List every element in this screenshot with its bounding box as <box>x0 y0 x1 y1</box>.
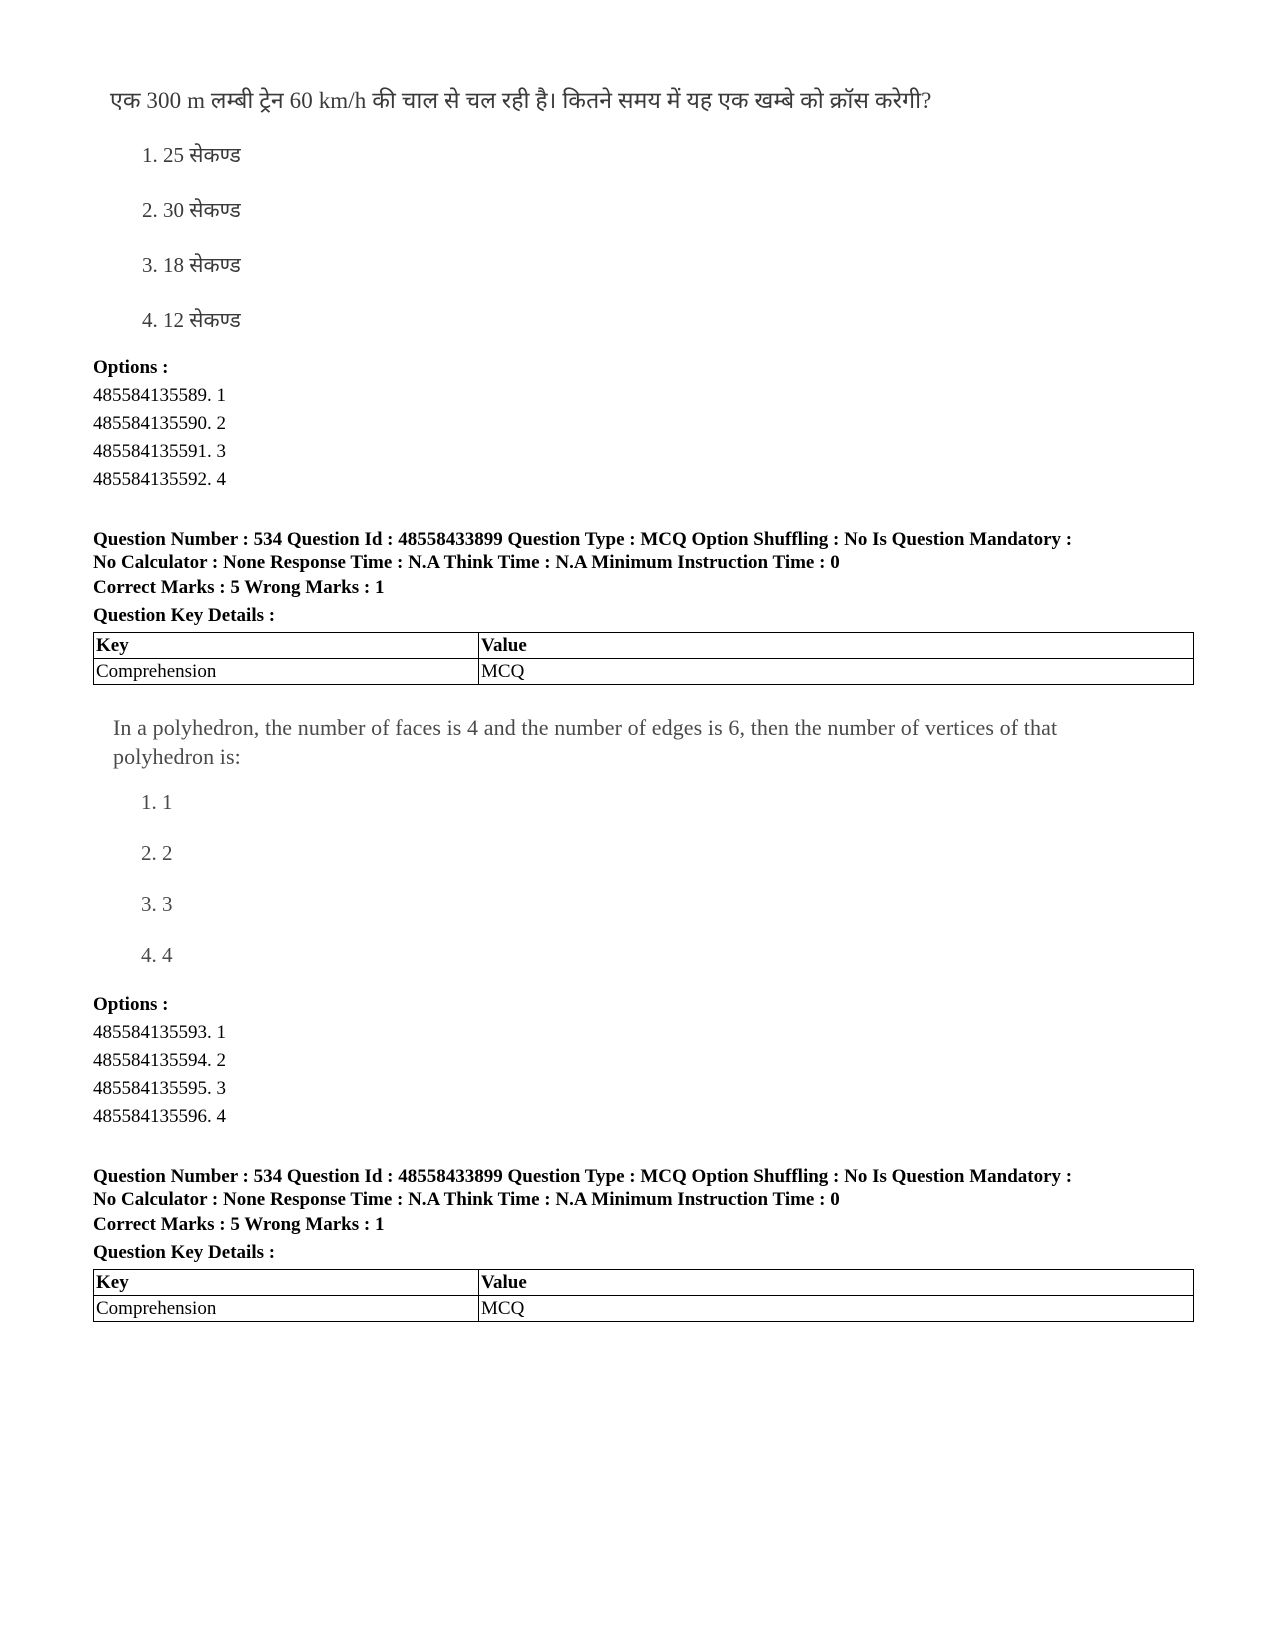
question-2-image <box>113 713 1113 973</box>
question-2-stem-line-2: polyhedron is: <box>113 744 241 769</box>
table-header-value: Value <box>479 1270 1194 1296</box>
option-id-1: 485584135593. 1 <box>93 1022 226 1043</box>
question-1-image <box>110 86 1110 346</box>
table-header-row <box>94 633 1194 659</box>
table-row <box>94 659 1194 685</box>
question-2-key-details-label: Question Key Details : <box>93 605 276 626</box>
question-1-choice-3: 3. 18 सेकण्ड <box>142 253 241 277</box>
question-2-choice-2: 2. 2 <box>141 841 173 865</box>
meta-line-1: Question Number : 534 Question Id : 48558433899 Question Type : MCQ Option Shuffling : No Is Question Mandatory : <box>93 529 1073 550</box>
option-id-3: 485584135595. 3 <box>93 1078 226 1099</box>
question-1-stem: एक 300 m लम्बी ट्रेन 60 km/h की चाल से चल रही है। कितने समय में यह एक खम्बे को क्रॉस करेगी? <box>110 88 932 113</box>
question-1-choice-4: 4. 12 सेकण्ड <box>142 308 241 332</box>
option-id-3: 485584135591. 3 <box>93 441 226 462</box>
question-3-key-details-label: Question Key Details : <box>93 1242 276 1263</box>
question-3-key-table <box>93 1269 1194 1322</box>
meta-line-2: No Calculator : None Response Time : N.A Think Time : N.A Minimum Instruction Time : 0 <box>93 1189 840 1210</box>
question-1-choice-2: 2. 30 सेकण्ड <box>142 198 241 222</box>
question-3-marks: Correct Marks : 5 Wrong Marks : 1 <box>93 1214 385 1235</box>
question-2-stem-line-1: In a polyhedron, the number of faces is 4 and the number of edges is 6, then the number of vertices of that <box>113 715 1058 740</box>
question-1-choice-1: 1. 25 सेकण्ड <box>142 143 241 167</box>
table-cell-key: Comprehension <box>94 1296 479 1322</box>
question-2-choice-4: 4. 4 <box>141 943 173 967</box>
question-3-meta <box>93 1165 1203 1211</box>
question-2-meta <box>93 528 1203 574</box>
options-label: Options : <box>93 357 169 378</box>
question-2-marks: Correct Marks : 5 Wrong Marks : 1 <box>93 577 385 598</box>
meta-line-1: Question Number : 534 Question Id : 48558433899 Question Type : MCQ Option Shuffling : No Is Question Mandatory : <box>93 1166 1073 1187</box>
table-header-key: Key <box>94 1270 479 1296</box>
table-header-value: Value <box>479 633 1194 659</box>
option-id-2: 485584135594. 2 <box>93 1050 226 1071</box>
option-id-4: 485584135596. 4 <box>93 1106 226 1127</box>
option-id-4: 485584135592. 4 <box>93 469 226 490</box>
question-2-key-table <box>93 632 1194 685</box>
question-2-choice-1: 1. 1 <box>141 790 173 814</box>
table-cell-key: Comprehension <box>94 659 479 685</box>
table-cell-value: MCQ <box>479 1296 1194 1322</box>
table-cell-value: MCQ <box>479 659 1194 685</box>
table-header-row <box>94 1270 1194 1296</box>
meta-line-2: No Calculator : None Response Time : N.A Think Time : N.A Minimum Instruction Time : 0 <box>93 552 840 573</box>
question-2-choice-3: 3. 3 <box>141 892 173 916</box>
option-id-2: 485584135590. 2 <box>93 413 226 434</box>
options-label: Options : <box>93 994 169 1015</box>
question-1-options <box>93 354 226 494</box>
table-header-key: Key <box>94 633 479 659</box>
option-id-1: 485584135589. 1 <box>93 385 226 406</box>
table-row <box>94 1296 1194 1322</box>
question-2-options <box>93 991 226 1131</box>
